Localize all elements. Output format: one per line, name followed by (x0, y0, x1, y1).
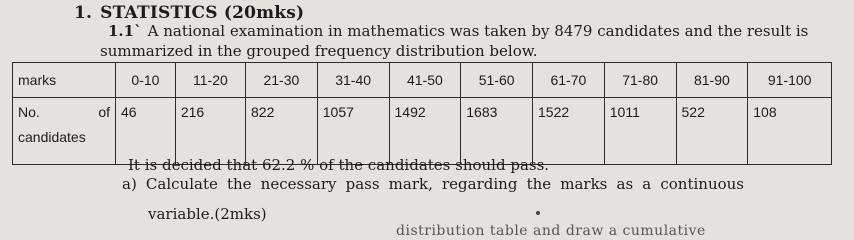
candidates-label-of: of (98, 104, 110, 120)
count-cell: 1492 (389, 98, 461, 165)
question-a-line-1: a) Calculate the necessary pass mark, regarding the marks as a continuous (122, 175, 744, 193)
pass-statement: It is decided that 62.2 % of the candidates should pass. (128, 156, 550, 174)
intro-line-1 (108, 22, 808, 40)
intro-text-1: A national examination in mathematics was taken by 8479 candidates and the result is (147, 22, 809, 40)
class-cell: 71-80 (604, 63, 676, 98)
count-cell: 216 (175, 98, 245, 165)
candidates-row (13, 98, 832, 165)
candidates-label-word: candidates (18, 129, 86, 145)
count-cell: 108 (748, 98, 832, 165)
count-cell: 822 (246, 98, 318, 165)
candidates-label-no: No. (18, 104, 40, 120)
marks-label: marks (13, 63, 116, 98)
candidates-label (13, 98, 116, 165)
count-cell: 522 (676, 98, 748, 165)
question-a-line-2: variable.(2mks) (148, 205, 267, 223)
class-cell: 11-20 (175, 63, 245, 98)
subsection-number: 1.1` (108, 22, 142, 40)
count-cell: 46 (116, 98, 176, 165)
section-heading (74, 3, 304, 23)
class-cell: 0-10 (116, 63, 176, 98)
count-cell: 1057 (317, 98, 389, 165)
section-title: STATISTICS (20mks) (100, 3, 305, 23)
class-cell: 41-50 (389, 63, 461, 98)
frequency-table (12, 62, 832, 165)
class-cell: 51-60 (461, 63, 533, 98)
count-cell: 1011 (604, 98, 676, 165)
class-cell: 81-90 (676, 63, 748, 98)
question-b-partial-line: distribution table and draw a cumulative (396, 223, 706, 239)
section-number: 1. (74, 3, 93, 23)
class-cell: 21-30 (246, 63, 318, 98)
marks-row (13, 63, 832, 98)
class-cell: 91-100 (748, 63, 832, 98)
pen-dot (536, 211, 540, 215)
count-cell: 1683 (461, 98, 533, 165)
intro-line-2: summarized in the grouped frequency distribution below. (100, 42, 538, 60)
class-cell: 61-70 (533, 63, 605, 98)
count-cell: 1522 (533, 98, 605, 165)
class-cell: 31-40 (317, 63, 389, 98)
